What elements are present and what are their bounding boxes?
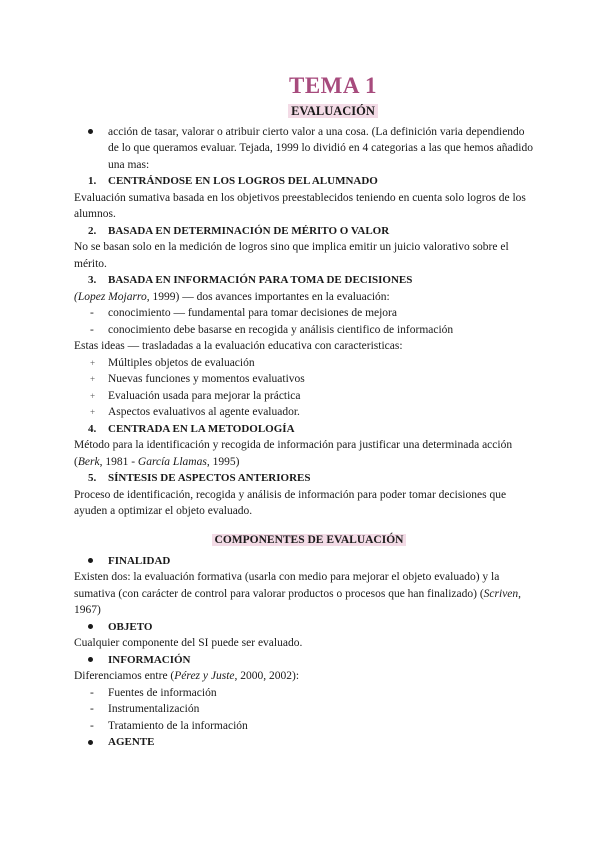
paragraph-objeto: Cualquier componente del SI puede ser evaluado. [74,637,303,649]
bullet-informacion: INFORMACIÓN [74,652,534,669]
paragraph-finalidad: Existen dos: la evaluación formativa (usarla con medio para mejorar el objeto evaluado) y la sumativa (con carácter de control para valorar productos o procesos que han finalizado) (Scriven, 1967) [74,571,522,616]
list-item: - Fuentes de información [90,686,217,699]
paragraph-5: Proceso de identificación, recogida y análisis de información para poder tomar decisiones que ayuden a optimizar el objeto evaluado. [74,488,507,517]
numbered-heading-5: 5. SÍNTESIS DE ASPECTOS ANTERIORES [88,472,311,484]
list-item: - conocimiento — fundamental para tomar decisiones de mejora [90,307,397,319]
numbered-heading-4: 4. CENTRADA EN LA METODOLOGÍA [88,422,295,435]
paragraph-4: Método para la identificación y recogida de información para justificar una determinada acción (Berk, 1981 - García Llamas, 1995) [74,439,513,468]
paragraph-2: No se basan solo en la medición de logros sino que implica emitir un juicio valorativo sobre el mérito. [74,241,509,270]
plus-icon: + [90,357,96,368]
list-item: - conocimiento debe basarse en recogida y análisis cientifico de información [90,323,454,336]
bullet-dot-icon [88,553,93,570]
section-heading-componentes: COMPONENTES DE EVALUACIÓN [212,534,407,546]
list-item: + Múltiples objetos de evaluación [74,355,534,372]
bullet-finalidad: FINALIDAD [74,553,534,570]
bullet-dot-icon [88,652,93,669]
bullet-dot-icon [88,619,93,636]
document-page [74,72,534,751]
numbered-heading-1: 1. CENTRÁNDOSE EN LOS LOGROS DEL ALUMNADO [88,175,378,187]
plus-icon: + [90,390,96,401]
bullet-agente: AGENTE [74,734,534,751]
list-item: + Nuevas funciones y momentos evaluativos [74,371,534,388]
page-title: TEMA 1 [289,73,377,98]
bullet-objeto: OBJETO [74,619,534,636]
bullet-dot-icon [88,734,93,751]
paragraph-3: (Lopez Mojarro, 1999) — dos avances importantes en la evaluación: [74,290,390,303]
paragraph-1: Evaluación sumativa basada en los objetivos preestablecidos teniendo en cuenta solo logros de los alumnos. [74,191,526,220]
intro-bullet: acción de tasar, valorar o atribuir cierto valor a una cosa. (La definición varia dependiendo de lo que queramos evaluar. Tejada, 1999 lo dividió en 4 categorias a las que hemos añadido una mas: [74,124,534,174]
paragraph-3b: Estas ideas — trasladadas a la evaluación educativa con caracteristicas: [74,340,403,352]
plus-icon: + [90,374,96,384]
list-item: + Evaluación usada para mejorar la práctica [74,388,534,405]
numbered-heading-3: 3. BASADA EN INFORMACIÓN PARA TOMA DE DECISIONES [88,274,413,286]
paragraph-informacion: Diferenciamos entre (Pérez y Juste, 2000, 2002): [74,670,300,682]
list-item: + Aspectos evaluativos al agente evaluador. [74,404,534,421]
bullet-dot-icon [88,124,93,141]
plus-icon: + [90,407,96,417]
list-item: - Instrumentalización [90,703,200,715]
numbered-heading-2: 2. BASADA EN DETERMINACIÓN DE MÉRITO O VALOR [88,224,390,237]
section-heading-evaluacion: EVALUACIÓN [288,104,378,118]
list-item: - Tratamiento de la información [90,719,248,732]
